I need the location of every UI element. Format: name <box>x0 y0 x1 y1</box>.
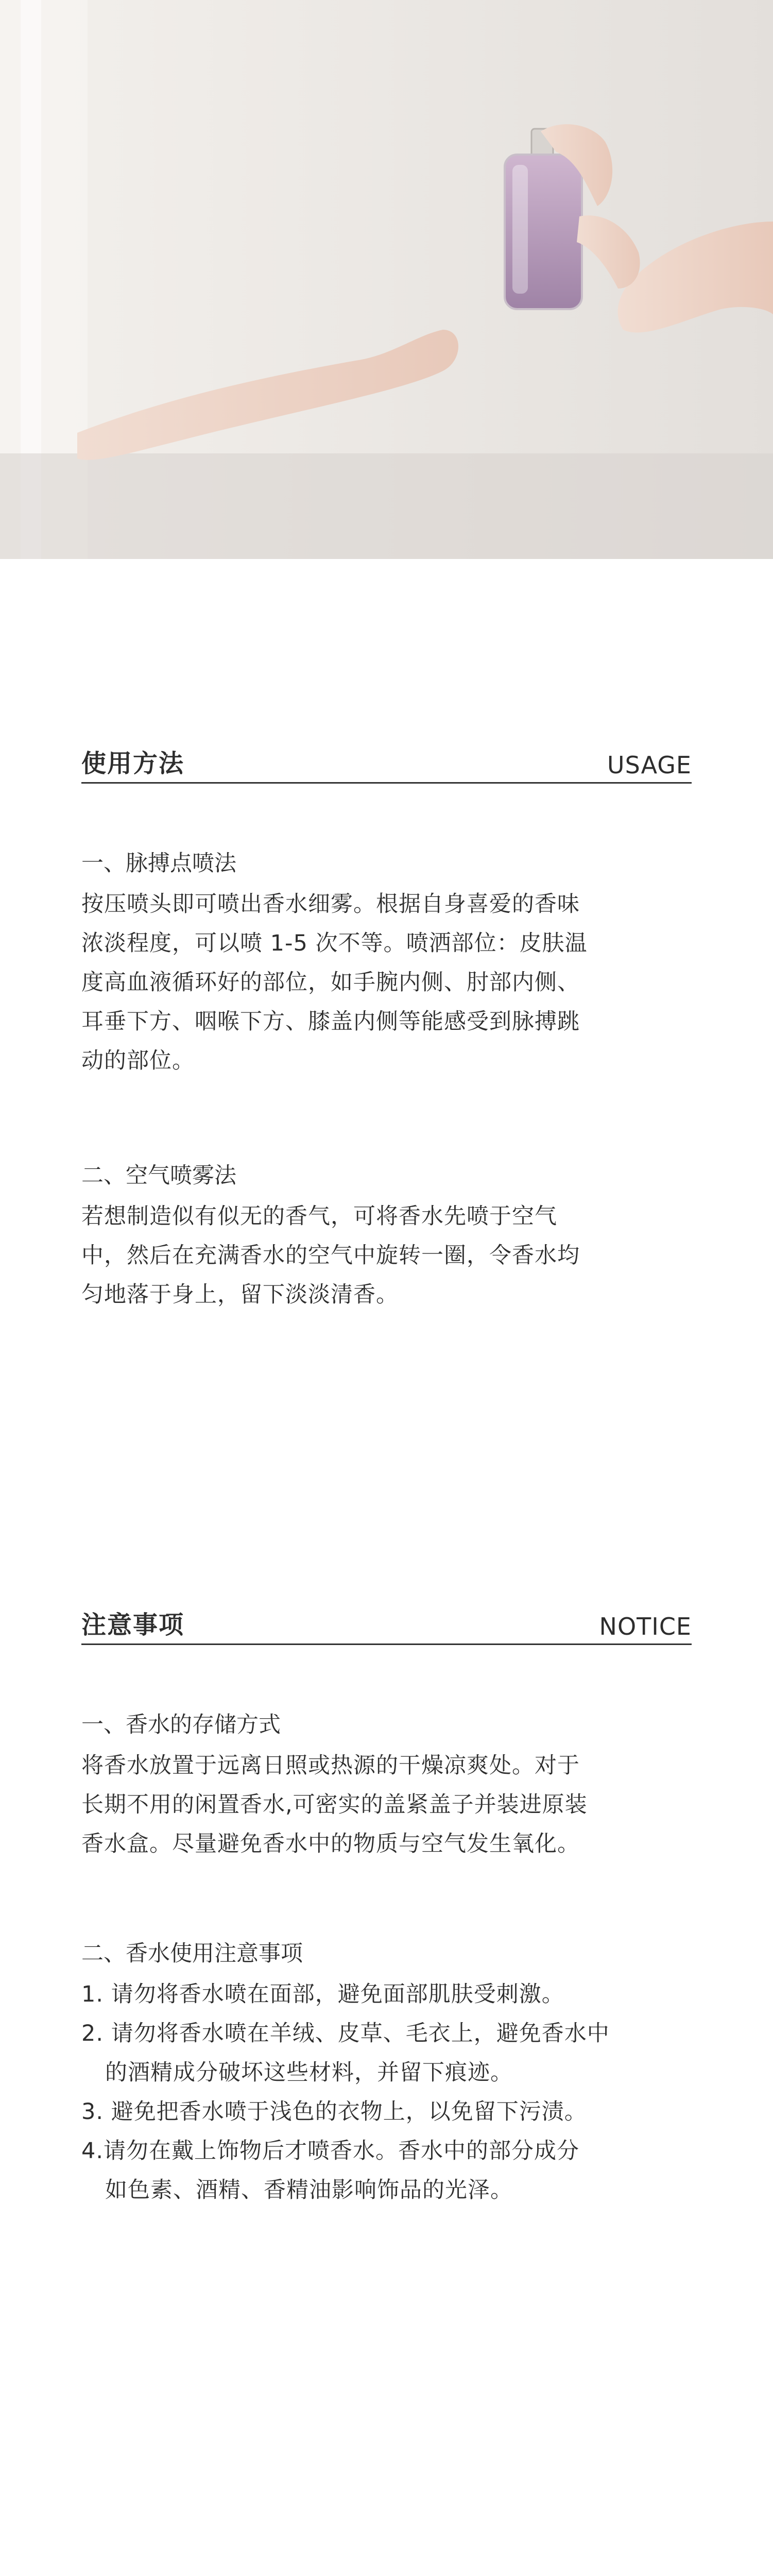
notice-use-title: 二、香水使用注意事项 <box>81 1941 303 1967</box>
notice-section <box>81 1607 692 2210</box>
text-line: 匀地落于身上，留下淡淡清香。 <box>81 1282 399 1308</box>
notice-use-list <box>81 1975 692 2210</box>
list-item: 1. 请勿将香水喷在面部，避免面部肌肤受刺激。 <box>81 1981 564 2007</box>
text-line: 按压喷头即可喷出香水细雾。根据自身喜爱的香味 <box>81 891 580 917</box>
hero-illustration <box>0 0 773 559</box>
list-item-continuation: 如色素、酒精、香精油影响饰品的光泽。 <box>105 2177 513 2203</box>
text-line: 浓淡程度，可以喷 1-5 次不等。喷洒部位：皮肤温 <box>81 930 588 956</box>
notice-header <box>81 1607 692 1645</box>
text-line: 度高血液循环好的部位，如手腕内侧、肘部内侧、 <box>81 970 580 995</box>
usage-method1-text <box>81 885 692 1080</box>
usage-title-cn: 使用方法 <box>81 749 185 778</box>
text-line: 长期不用的闲置香水,可密实的盖紧盖子并装进原装 <box>81 1792 588 1818</box>
usage-method2-text <box>81 1197 692 1314</box>
text-line: 香水盒。尽量避免香水中的物质与空气发生氧化。 <box>81 1831 580 1857</box>
usage-title-en: USAGE <box>607 751 692 779</box>
text-line: 中，然后在充满香水的空气中旋转一圈，令香水均 <box>81 1243 580 1268</box>
text-line: 将香水放置于远离日照或热源的干燥凉爽处。对于 <box>81 1753 580 1778</box>
notice-title-en: NOTICE <box>599 1613 692 1640</box>
text-line: 若想制造似有似无的香气，可将香水先喷于空气 <box>81 1204 557 1229</box>
notice-storage-text <box>81 1746 692 1863</box>
list-item: 4.请勿在戴上饰物后才喷香水。香水中的部分成分 <box>81 2138 580 2164</box>
text-line: 耳垂下方、咽喉下方、膝盖内侧等能感受到脉搏跳 <box>81 1009 580 1035</box>
usage-header <box>81 746 692 784</box>
notice-title-cn: 注意事项 <box>81 1611 185 1639</box>
list-item: 2. 请勿将香水喷在羊绒、皮草、毛衣上，避免香水中 <box>81 2021 610 2046</box>
notice-storage-title: 一、香水的存储方式 <box>81 1712 281 1738</box>
text-line: 动的部位。 <box>81 1048 195 1074</box>
list-item-continuation: 的酒精成分破坏这些材料，并留下痕迹。 <box>105 2060 513 2086</box>
usage-method1-title: 一、脉搏点喷法 <box>81 851 236 876</box>
usage-method2-title: 二、空气喷雾法 <box>81 1163 236 1189</box>
usage-section <box>81 746 692 1314</box>
hero-photo <box>0 0 773 559</box>
list-item: 3. 避免把香水喷于浅色的衣物上，以免留下污渍。 <box>81 2099 587 2125</box>
